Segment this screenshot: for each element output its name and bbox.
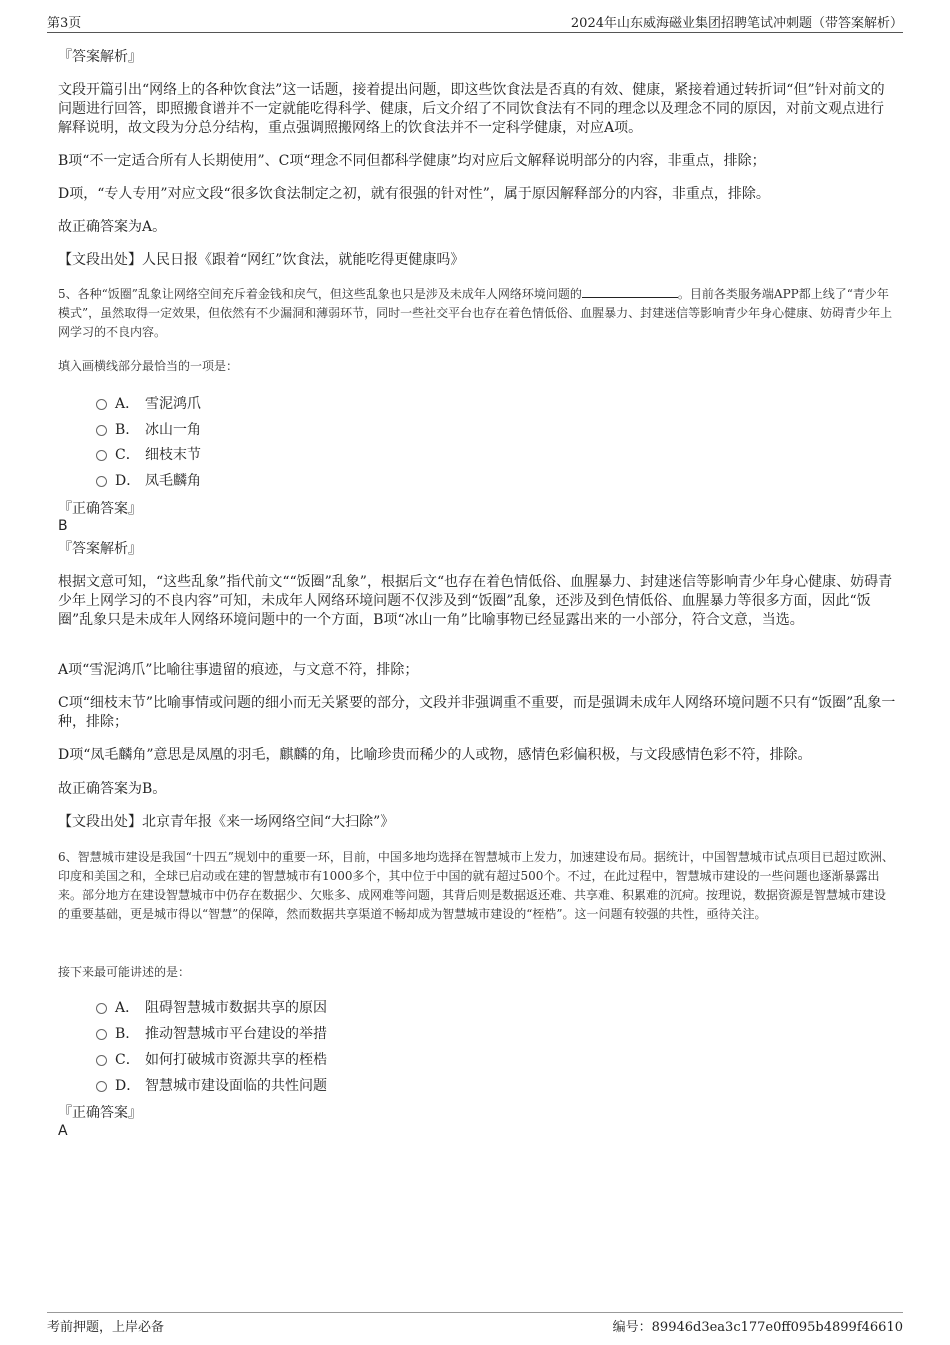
q6-option-c[interactable] bbox=[96, 1051, 327, 1069]
footer-slogan: 考前押题，上岸必备 bbox=[47, 1320, 165, 1335]
q5-stem-part-2: 。目前各类服务端APP都上线了“青少年模式”，虽然取得一定效果，但依然有不少漏洞和薄弱环节，同时一些社交平台也存在着色情低俗、血腥暴力、封建迷信等影响青少年身心健康、妨碍青少年上网学习的不良内容。 bbox=[58, 287, 893, 339]
q6-stem: 6、智慧城市建设是我国“十四五”规划中的重要一环，目前，中国多地均选择在智慧城市上发力，加速建设布局。据统计，中国智慧城市试点项目已超过欧洲、印度和美国之和，全球已启动或在建的智慧城市有1000多个，其中位于中国的就有超过500个。不过，在此过程中，智慧城市建设的一些问题也逐渐暴露出来。部分地方在建设智慧城市中仍存在数据少、欠账多、成网难等问题，其背后则是数据返还难、共享难、积累难的沉疴。按理说，数据资源是智慧城市建设的重要基础，更是城市得以“智慧”的保障，然而数据共享渠道不畅却成为智慧城市建设的“桎梏”。这一问题有较强的共性，亟待关注。 bbox=[58, 850, 894, 921]
document-title: 2024年山东威海磁业集团招聘笔试冲刺题（带答案解析） bbox=[570, 16, 903, 31]
q5-analysis-paragraph-4: D项“凤毛麟角”意思是凤凰的羽毛，麒麟的角，比喻珍贵而稀少的人或物，感情色彩偏积极，与文段感情色彩不符，排除。 bbox=[58, 747, 812, 763]
radio-icon[interactable] bbox=[96, 1081, 107, 1092]
option-text: 推动智慧城市平台建设的举措 bbox=[145, 1026, 327, 1042]
option-key: A． bbox=[115, 1000, 140, 1016]
radio-icon[interactable] bbox=[96, 1029, 107, 1040]
radio-icon[interactable] bbox=[96, 450, 107, 461]
q4-analysis-paragraph-3: D项，“专人专用”对应文段“很多饮食法制定之初，就有很强的针对性”，属于原因解释部分的内容，非重点，排除。 bbox=[58, 186, 770, 202]
option-text: 细枝末节 bbox=[145, 447, 201, 463]
radio-icon[interactable] bbox=[96, 425, 107, 436]
radio-icon[interactable] bbox=[96, 1055, 107, 1066]
option-text: 智慧城市建设面临的共性问题 bbox=[145, 1078, 327, 1094]
option-key: B. bbox=[115, 1026, 130, 1042]
q5-option-b[interactable] bbox=[96, 421, 201, 439]
page-footer bbox=[47, 1312, 903, 1335]
q6-answer: A bbox=[58, 1123, 68, 1139]
q6-option-a[interactable] bbox=[96, 999, 327, 1017]
q4-analysis-paragraph-1: 文段开篇引出“网络上的各种饮食法”这一话题，接着提出问题，即这些饮食法是否真的有效、健康，紧接着通过转折词“但”针对前文的问题进行回答，即照搬食谱并不一定就能吃得科学、健康，后文介绍了不同饮食法有不同的理念以及理念不同的原因，对前文观点进行解释说明，故文段为分总分结构，重点强调照搬网络上的饮食法并不一定科学健康，对应A项。 bbox=[58, 82, 885, 136]
q6-prompt: 接下来最可能讲述的是： bbox=[58, 965, 191, 979]
q5-analysis-paragraph-3: C项“细枝末节”比喻事情或问题的细小而无关紧要的部分，文段并非强调重不重要，而是强调未成年人网络环境问题不只有“饭圈”乱象一种，排除； bbox=[58, 695, 896, 730]
q5-option-d[interactable] bbox=[96, 472, 201, 490]
q5-stem-part-1: 5、各种“饭圈”乱象让网络空间充斥着金钱和戾气，但这些乱象也只是涉及未成年人网络环境问题的 bbox=[58, 287, 582, 301]
option-key: C． bbox=[115, 1052, 140, 1068]
q5-analysis-label: 『答案解析』 bbox=[58, 541, 142, 557]
option-text: 如何打破城市资源共享的桎梏 bbox=[145, 1052, 327, 1068]
option-key: B. bbox=[115, 422, 130, 438]
option-key: D． bbox=[115, 473, 141, 489]
q4-source: 【文段出处】人民日报《跟着“网红”饮食法，就能吃得更健康吗》 bbox=[58, 252, 465, 268]
q5-source: 【文段出处】北京青年报《来一场网络空间“大扫除”》 bbox=[58, 814, 395, 830]
option-text: 凤毛麟角 bbox=[145, 473, 201, 489]
q6-answer-label: 『正确答案』 bbox=[58, 1105, 142, 1121]
option-key: D． bbox=[115, 1078, 141, 1094]
q5-option-a[interactable] bbox=[96, 395, 201, 413]
q5-option-c[interactable] bbox=[96, 446, 201, 464]
option-text: 雪泥鸿爪 bbox=[145, 396, 201, 412]
q4-analysis-label: 『答案解析』 bbox=[58, 49, 142, 65]
radio-icon[interactable] bbox=[96, 476, 107, 487]
page-number: 第3页 bbox=[47, 16, 82, 31]
q5-answer: B bbox=[58, 518, 68, 534]
q5-analysis-paragraph-5: 故正确答案为B。 bbox=[58, 781, 167, 797]
option-text: 冰山一角 bbox=[145, 422, 201, 438]
q5-analysis-paragraph-2: A项“雪泥鸿爪”比喻往事遗留的痕迹，与文意不符，排除； bbox=[58, 662, 419, 678]
q4-analysis-paragraph-4: 故正确答案为A。 bbox=[58, 219, 167, 235]
radio-icon[interactable] bbox=[96, 399, 107, 410]
q4-analysis-paragraph-2: B项“不一定适合所有人长期使用”、C项“理念不同但都科学健康”均对应后文解释说明部分的内容，非重点，排除； bbox=[58, 153, 766, 169]
option-key: C． bbox=[115, 447, 140, 463]
option-text: 阻碍智慧城市数据共享的原因 bbox=[145, 1000, 327, 1016]
q6-option-b[interactable] bbox=[96, 1025, 327, 1043]
q5-answer-label: 『正确答案』 bbox=[58, 501, 142, 517]
q6-option-d[interactable] bbox=[96, 1077, 327, 1095]
document-serial: 编号：89946d3ea3c177e0ff095b4899f46610 bbox=[612, 1320, 903, 1335]
option-key: A． bbox=[115, 396, 140, 412]
q5-stem bbox=[58, 285, 896, 342]
q5-prompt: 填入画横线部分最恰当的一项是： bbox=[58, 359, 239, 373]
page-header bbox=[47, 12, 903, 33]
q5-analysis-paragraph-1: 根据文意可知，“这些乱象”指代前文““饭圈”乱象”，根据后文“也存在着色情低俗、血腥暴力、封建迷信等影响青少年身心健康、妨碍青少年上网学习的不良内容”可知，未成年人网络环境问题不仅涉及到“饭圈”乱象，还涉及到色情低俗、血腥暴力等很多方面，因此“饭圈”乱象只是未成年人网络环境问题中的一个方面，B项“冰山一角”比喻事物已经显露出来的一小部分，符合文意，当选。 bbox=[58, 574, 893, 628]
q5-answer-blank bbox=[582, 285, 678, 298]
radio-icon[interactable] bbox=[96, 1003, 107, 1014]
